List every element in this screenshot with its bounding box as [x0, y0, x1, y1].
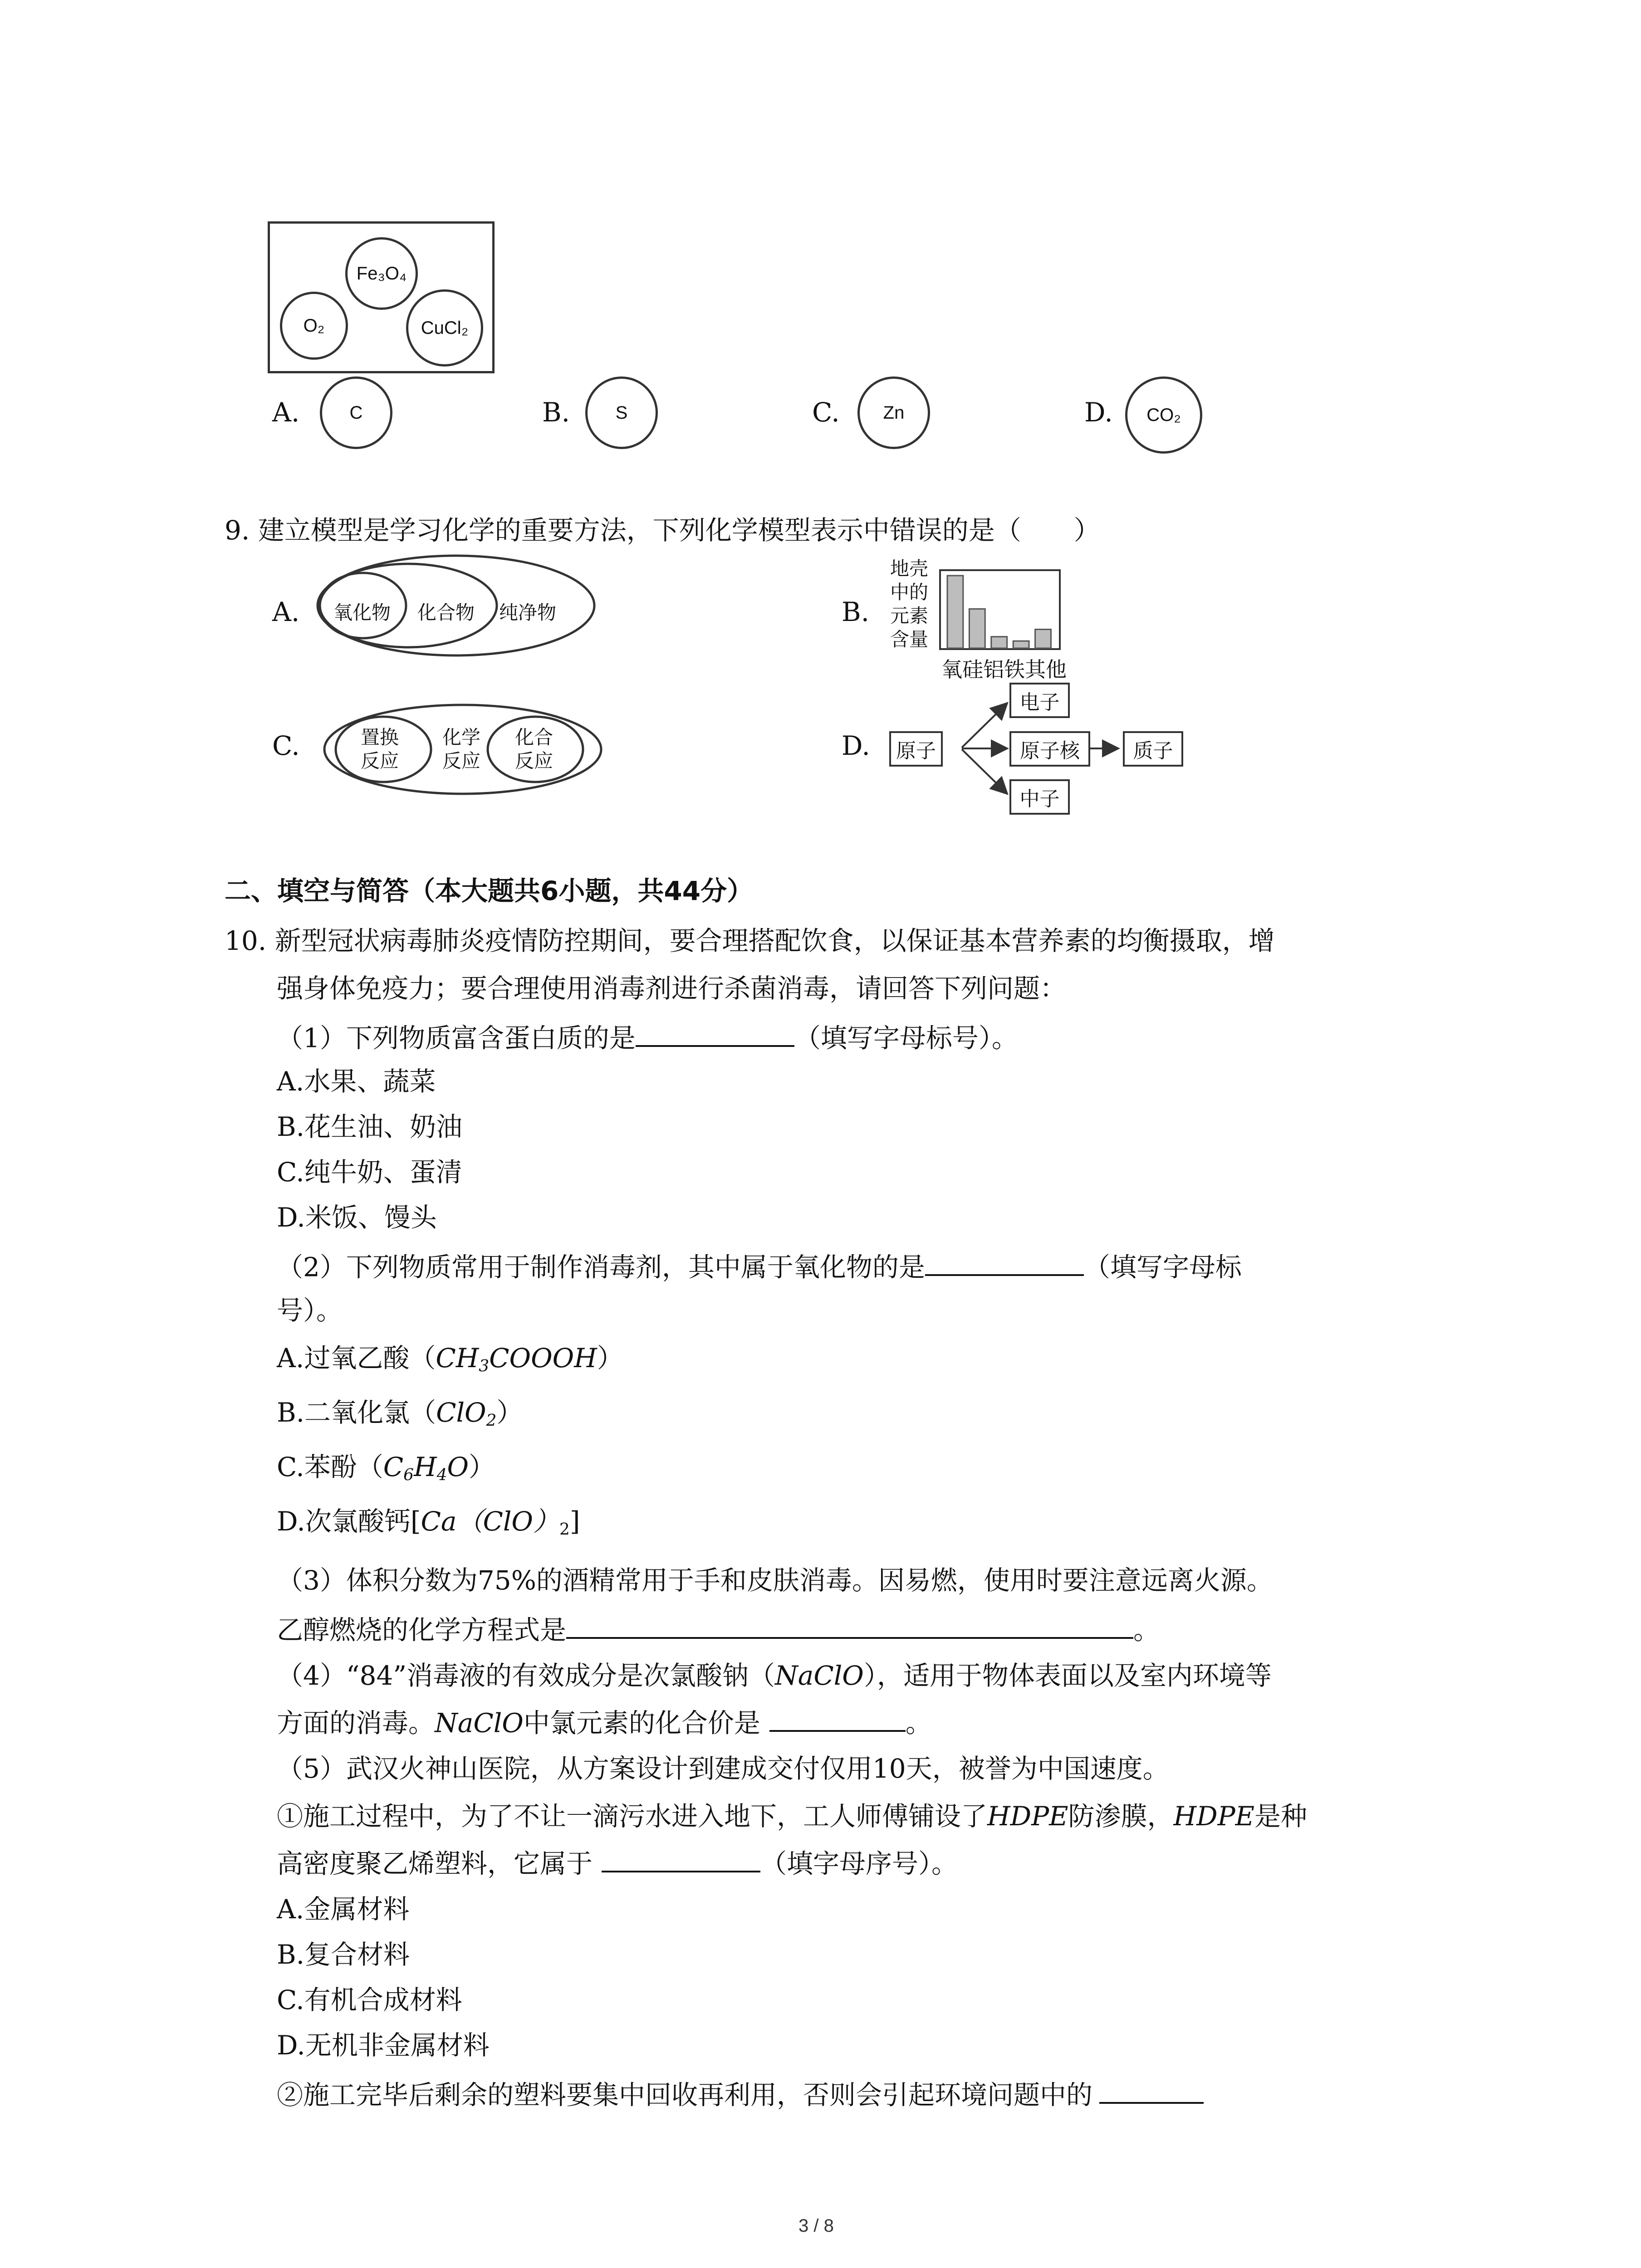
q8-option-c-letter: C.	[812, 397, 840, 428]
q8-option-b-circle: S	[585, 376, 658, 449]
q8-circle-cucl2: CuCl₂	[406, 289, 483, 367]
q10-part5-option-d: D.无机非金属材料	[277, 2030, 490, 2061]
q9-b-ylabel-line1: 地壳	[890, 557, 929, 580]
q10-part4-blank[interactable]	[769, 1708, 906, 1732]
q9-b-ylabel-line2: 中的	[890, 581, 929, 603]
q9-d-atom: 原子	[889, 731, 943, 767]
q10-part1-option-d: D.米饭、馒头	[277, 1202, 437, 1233]
q8-option-d-letter: D.	[1084, 397, 1113, 428]
q10-part1: （1）下列物质富含蛋白质的是 （填写字母标号）。	[277, 1022, 1018, 1054]
q10-part5-blank-1[interactable]	[602, 1848, 760, 1872]
q9-stem: 9. 建立模型是学习化学的重要方法，下列化学模型表示中错误的是（ ）	[225, 515, 1100, 546]
q8-option-a-circle: C	[320, 376, 392, 449]
q10-part5-option-a: A.金属材料	[277, 1894, 410, 1925]
q10-part2: （2）下列物质常用于制作消毒剂，其中属于氧化物的是 （填写字母标	[277, 1251, 1242, 1283]
q9-d-neutron: 中子	[1009, 779, 1070, 815]
q9-b-ylabel-line4: 含量	[890, 628, 929, 650]
section-2-title: 二、填空与简答（本大题共6小题，共44分）	[225, 875, 754, 906]
q10-part2-line2: 号）。	[277, 1295, 343, 1326]
q10-part4-line1: （4）“84”消毒液的有效成分是次氯酸钠（NaClO），适用于物体表面以及室内环境等	[277, 1660, 1272, 1691]
q8-option-d-circle: CO₂	[1125, 376, 1202, 454]
bar-氧	[947, 576, 963, 648]
q10-part5-sub1-line1: ①施工过程中，为了不让一滴污水进入地下，工人师傅铺设了HDPE防渗膜，HDPE是种	[277, 1801, 1307, 1832]
q9-b-bar-chart	[939, 569, 1062, 651]
q9-b-letter: B.	[842, 596, 870, 627]
q9-d-proton: 质子	[1123, 731, 1183, 767]
q8-option-c-circle: Zn	[857, 376, 930, 449]
q8-reagent-box	[268, 221, 495, 373]
q10-part1-blank[interactable]	[636, 1023, 794, 1047]
q10-part5-blank-2[interactable]	[1099, 2080, 1204, 2104]
q10-part3-line1: （3）体积分数为75%的酒精常用于手和皮肤消毒。因易燃，使用时要注意远离火源。	[277, 1565, 1273, 1596]
q10-part2-blank[interactable]	[925, 1252, 1084, 1276]
q10-part4-line2: 方面的消毒。NaClO中氯元素的化合价是 。	[277, 1707, 932, 1739]
q8-circle-fe3o4: Fe₃O₄	[345, 237, 418, 310]
q9-a-pure-substance: 纯净物	[499, 601, 557, 624]
q9-b-ylabel-line3: 元素	[890, 605, 929, 627]
q10-stem-line1: 10. 新型冠状病毒肺炎疫情防控期间，要合理搭配饮食，以保证基本营养素的均衡摄取，增	[225, 925, 1275, 956]
q9-d-electron: 电子	[1009, 683, 1070, 718]
q8-circle-o2: O₂	[280, 292, 348, 360]
q10-part2-option-d: D.次氯酸钙$[Ca(ClO)_2]$	[277, 1506, 580, 1539]
q9-a-letter: A.	[272, 596, 300, 627]
q10-part2-option-c: C.苯酚$(C_6H_4O)$	[277, 1452, 495, 1484]
q10-part5-sub2: ②施工完毕后剩余的塑料要集中回收再利用，否则会引起环境问题中的	[277, 2080, 1204, 2108]
q10-part5-option-b: B.复合材料	[277, 1939, 410, 1970]
q9-d-letter: D.	[842, 730, 870, 761]
bar-硅	[969, 609, 985, 648]
q10-part1-option-c: C.纯牛奶、蛋清	[277, 1157, 462, 1188]
q10-part1-option-b: B.花生油、奶油	[277, 1111, 463, 1142]
q9-c-combination: 化合 反应	[515, 726, 554, 772]
q9-a-oxide: 氧化物	[333, 601, 391, 624]
q9-a-compound: 化合物	[417, 601, 475, 624]
q9-c-chemical-reaction: 化学 反应	[442, 726, 481, 772]
q10-stem-line2: 强身体免疫力；要合理使用消毒剂进行杀菌消毒，请回答下列问题：	[277, 973, 1067, 1004]
bar-铝	[991, 637, 1007, 648]
q8-option-a-letter: A.	[272, 397, 300, 428]
q9-b-ylabel	[890, 557, 928, 651]
q10-part3-blank[interactable]	[566, 1615, 1133, 1639]
bar-其他	[1035, 630, 1051, 648]
page-number: 3 / 8	[798, 2216, 834, 2236]
q10-part3-line2: 乙醇燃烧的化学方程式是 。	[277, 1614, 1160, 1646]
q9-d-nucleus: 原子核	[1009, 731, 1090, 767]
q10-part2-option-b: B.二氧化氯（ClO$_2$）	[277, 1397, 523, 1430]
q9-b-xlabel: 氧硅铝铁其他	[941, 657, 1067, 682]
q10-part5-line1: （5）武汉火神山医院，从方案设计到建成交付仅用10天，被誉为中国速度。	[277, 1753, 1169, 1784]
q8-option-b-letter: B.	[542, 397, 570, 428]
q10-part2-option-a: A.过氧乙酸$(CH_3COOOH)$	[277, 1343, 623, 1375]
q10-part1-option-a: A.水果、蔬菜	[277, 1066, 436, 1097]
q9-c-letter: C.	[272, 730, 300, 761]
bar-铁	[1013, 641, 1029, 648]
q10-part5-option-c: C.有机合成材料	[277, 1984, 462, 2015]
q9-c-displacement: 置换 反应	[361, 726, 399, 772]
q10-part5-sub1-line2: 高密度聚乙烯塑料，它属于 （填字母序号）。	[277, 1848, 958, 1879]
